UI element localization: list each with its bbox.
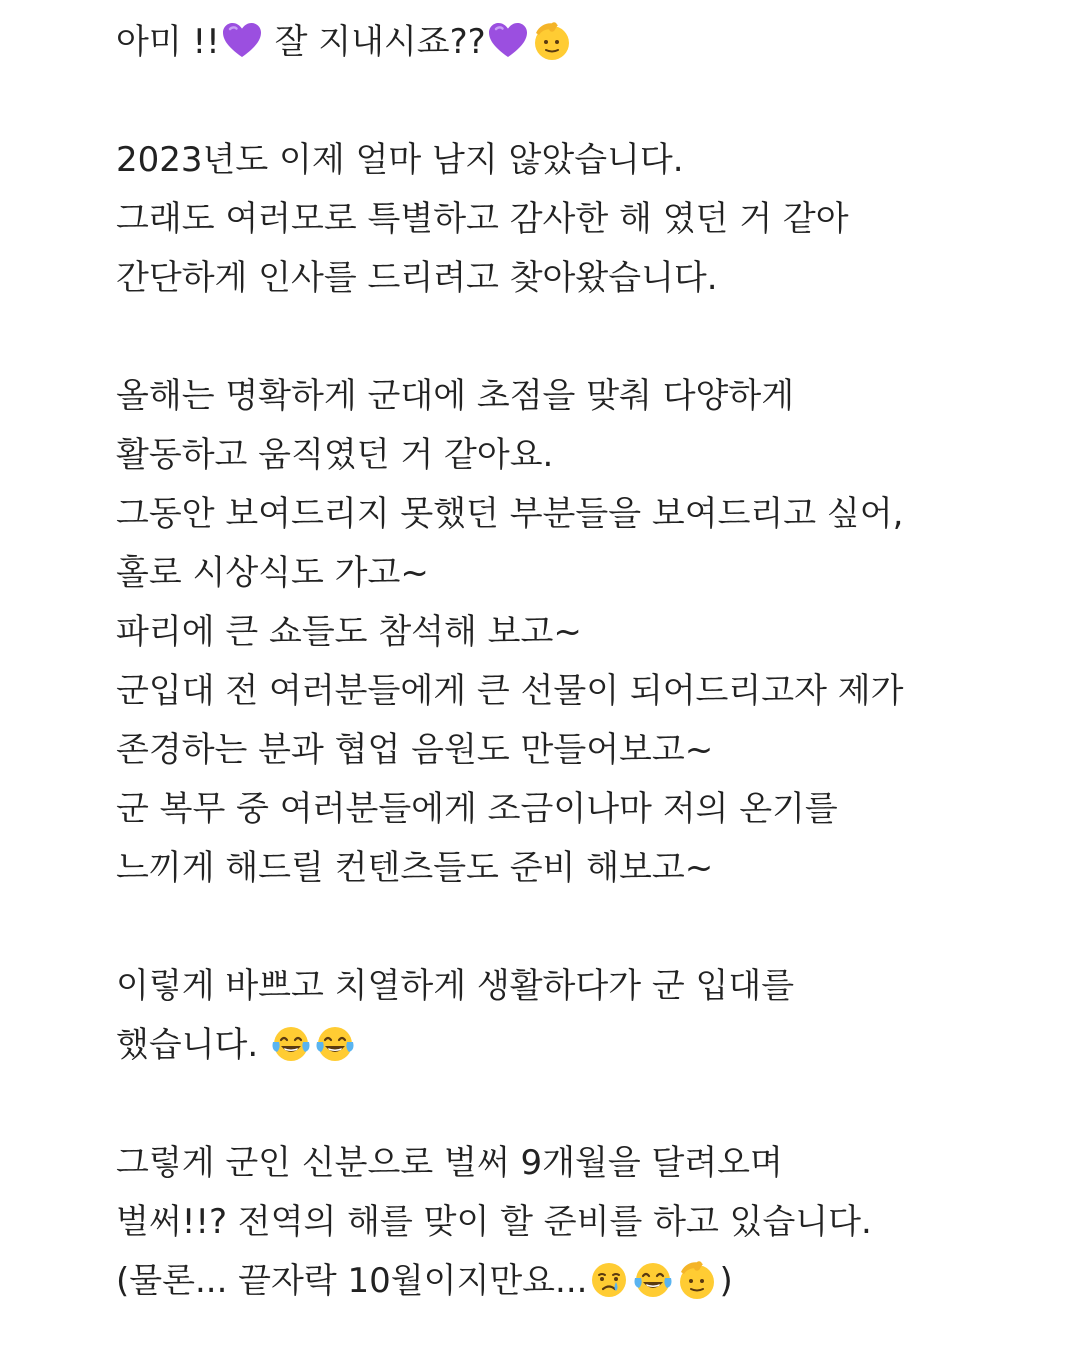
paragraph4-line-3: [116, 1252, 1036, 1311]
face-with-tears-of-joy-icon: [313, 1022, 357, 1066]
paragraph3-line-2: [116, 1016, 1036, 1075]
paragraph4-line-1: 그렇게 군인 신분으로 벌써 9개월을 달려오며: [116, 1143, 783, 1183]
paragraph1-line-2: 그래도 여러모로 특별하고 감사한 해 였던 거 같아: [116, 199, 849, 239]
saluting-face-icon: [675, 1258, 719, 1302]
purple-heart-icon: [220, 19, 264, 63]
paragraph2-line-6: 군입대 전 여러분들에게 큰 선물이 되어드리고자 제가: [116, 671, 904, 711]
paragraph4-line-2: 벌써!!? 전역의 해를 맞이 할 준비를 하고 있습니다.: [116, 1202, 872, 1242]
crying-face-icon: [587, 1258, 631, 1302]
paragraph4-line-3-close: ): [719, 1261, 733, 1301]
paragraph4-line-3-text: (물론... 끝자락 10월이지만요...: [116, 1261, 588, 1301]
face-with-tears-of-joy-icon: [269, 1022, 313, 1066]
face-with-tears-of-joy-icon: [631, 1258, 675, 1302]
paragraph2-line-2: 활동하고 움직였던 거 같아요.: [116, 435, 554, 475]
paragraph2-line-4: 홀로 시상식도 가고~: [116, 553, 429, 593]
letter-body: [116, 13, 1036, 1311]
paragraph2-line-5: 파리에 큰 쇼들도 참석해 보고~: [116, 612, 582, 652]
blank-line: [116, 308, 1036, 367]
paragraph1-line-1: 2023년도 이제 얼마 남지 않았습니다.: [116, 140, 684, 180]
paragraph2-line-1: 올해는 명확하게 군대에 초점을 맞춰 다양하게: [116, 376, 795, 416]
paragraph3-line-2-text: 했습니다.: [116, 1025, 269, 1065]
paragraph3-line-1: 이렇게 바쁘고 치열하게 생활하다가 군 입대를: [116, 966, 795, 1006]
greeting-text-1: 아미 !!: [116, 22, 220, 62]
paragraph2-line-9: 느끼게 해드릴 컨텐츠들도 준비 해보고~: [116, 848, 714, 888]
greeting-line: [116, 13, 1036, 72]
paragraph2-line-7: 존경하는 분과 협업 음원도 만들어보고~: [116, 730, 714, 770]
purple-heart-icon: [486, 19, 530, 63]
paragraph2-line-8: 군 복무 중 여러분들에게 조금이나마 저의 온기를: [116, 789, 838, 829]
paragraph2-line-3: 그동안 보여드리지 못했던 부분들을 보여드리고 싶어,: [116, 494, 904, 534]
blank-line: [116, 898, 1036, 957]
saluting-face-icon: [530, 19, 574, 63]
blank-line: [116, 72, 1036, 131]
blank-line: [116, 1075, 1036, 1134]
paragraph1-line-3: 간단하게 인사를 드리려고 찾아왔습니다.: [116, 258, 718, 298]
greeting-text-2: 잘 지내시죠??: [263, 22, 486, 62]
